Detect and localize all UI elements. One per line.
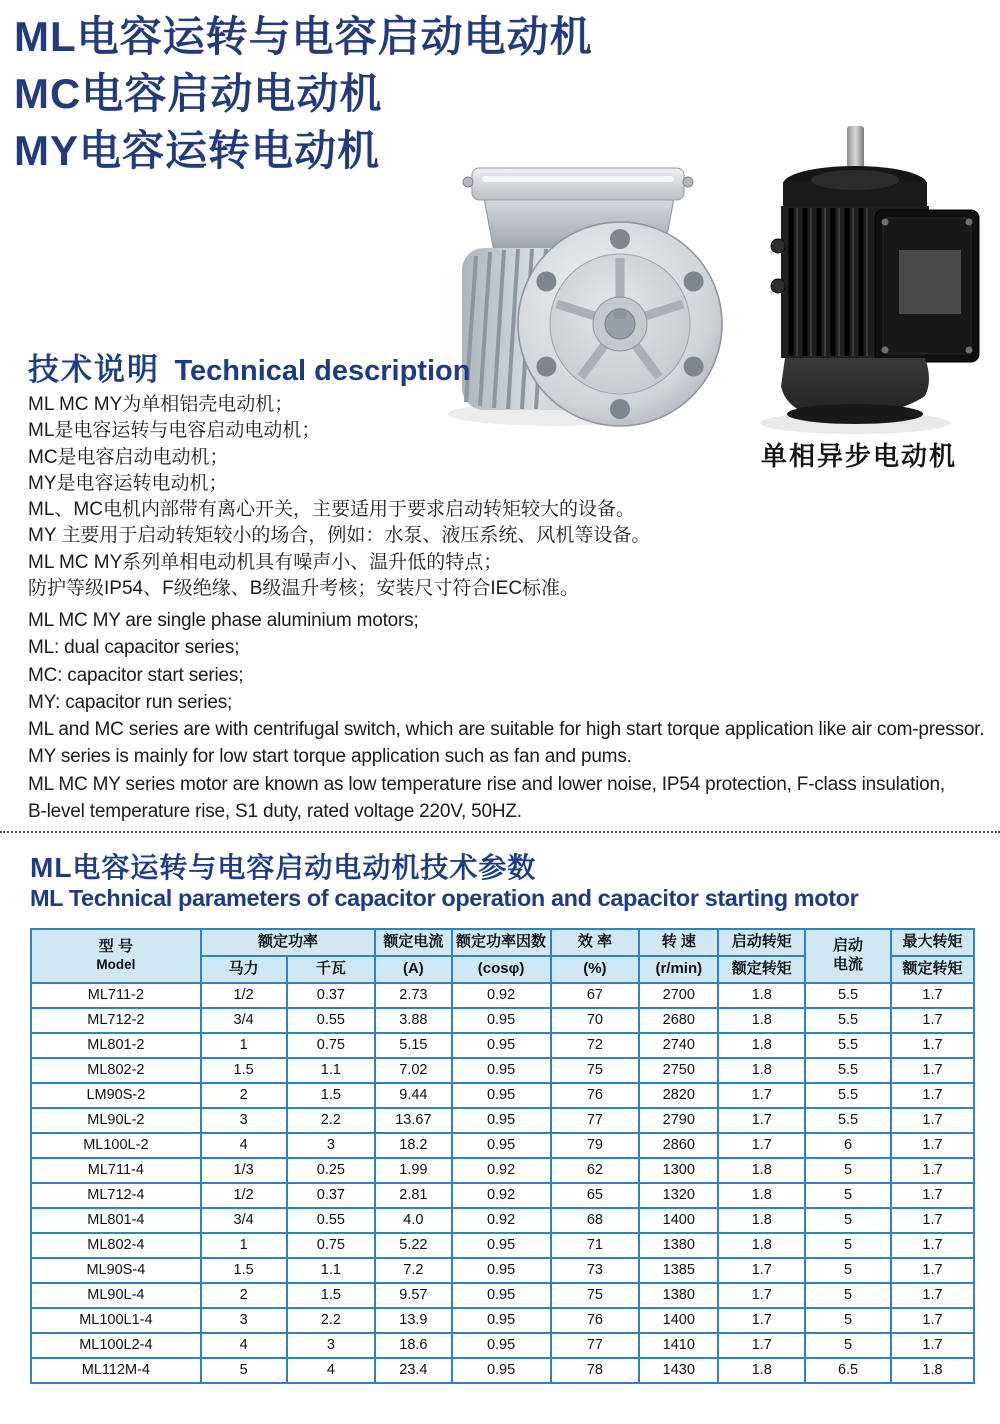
model-cell: ML801-4 bbox=[31, 1208, 201, 1233]
desc-en-line: ML MC MY are single phase aluminium motors; bbox=[28, 610, 419, 631]
header-hp: 马力 bbox=[201, 956, 287, 983]
value-cell: 3/4 bbox=[201, 1008, 287, 1033]
value-cell: 77 bbox=[551, 1108, 640, 1133]
spec-table-header bbox=[31, 929, 974, 983]
model-cell: ML801-2 bbox=[31, 1033, 201, 1058]
value-cell: 5 bbox=[805, 1308, 891, 1333]
page-title-line: ML电容运转与电容启动电动机 bbox=[14, 13, 593, 60]
header-start-torque-rated: 额定转矩 bbox=[718, 956, 805, 983]
black-motor-image bbox=[733, 118, 985, 438]
table-row bbox=[31, 1008, 974, 1033]
value-cell: 67 bbox=[551, 983, 640, 1008]
value-cell: 76 bbox=[551, 1308, 640, 1333]
aluminium-motor-image bbox=[438, 152, 733, 432]
table-row bbox=[31, 1058, 974, 1083]
params-heading-en: ML Technical parameters of capacitor operation and capacitor starting motor bbox=[30, 885, 859, 911]
value-cell: 0.37 bbox=[287, 983, 376, 1008]
desc-en-line: MY: capacitor run series; bbox=[28, 691, 233, 713]
tech-heading-zh: 技术说明 bbox=[28, 352, 160, 387]
value-cell: 5 bbox=[805, 1283, 891, 1308]
header-max-torque: 最大转矩 bbox=[891, 929, 974, 956]
value-cell: 0.95 bbox=[452, 1308, 551, 1333]
value-cell: 2.2 bbox=[287, 1108, 376, 1133]
value-cell: 62 bbox=[551, 1158, 640, 1183]
value-cell: 76 bbox=[551, 1083, 640, 1108]
value-cell: 4 bbox=[287, 1358, 376, 1383]
value-cell: 1.7 bbox=[891, 1133, 974, 1158]
model-cell: ML100L1-4 bbox=[31, 1308, 201, 1333]
value-cell: 1.8 bbox=[718, 1233, 805, 1258]
motor-caption: 单相异步电动机 bbox=[760, 441, 957, 471]
value-cell: 1.7 bbox=[718, 1308, 805, 1333]
header-current-unit: (A) bbox=[375, 956, 451, 983]
value-cell: 0.95 bbox=[452, 1108, 551, 1133]
value-cell: 1.8 bbox=[891, 1358, 974, 1383]
value-cell: 0.92 bbox=[452, 983, 551, 1008]
value-cell: 1.1 bbox=[287, 1258, 376, 1283]
value-cell: 0.55 bbox=[287, 1208, 376, 1233]
model-cell: ML90S-4 bbox=[31, 1258, 201, 1283]
value-cell: 3 bbox=[287, 1333, 376, 1358]
value-cell: 1430 bbox=[639, 1358, 718, 1383]
value-cell: 1.8 bbox=[718, 1033, 805, 1058]
dotted-divider bbox=[0, 831, 1000, 833]
table-row bbox=[31, 1258, 974, 1283]
value-cell: 79 bbox=[551, 1133, 640, 1158]
value-cell: 0.95 bbox=[452, 1133, 551, 1158]
value-cell: 1.1 bbox=[287, 1058, 376, 1083]
value-cell: 1.7 bbox=[891, 1233, 974, 1258]
value-cell: 0.92 bbox=[452, 1183, 551, 1208]
value-cell: 0.95 bbox=[452, 1283, 551, 1308]
table-row bbox=[31, 1133, 974, 1158]
value-cell: 1400 bbox=[639, 1308, 718, 1333]
value-cell: 1.8 bbox=[718, 1158, 805, 1183]
value-cell: 1.7 bbox=[891, 1158, 974, 1183]
value-cell: 72 bbox=[551, 1033, 640, 1058]
value-cell: 2860 bbox=[639, 1133, 718, 1158]
value-cell: 75 bbox=[551, 1058, 640, 1083]
value-cell: 1.7 bbox=[891, 1258, 974, 1283]
value-cell: 1.8 bbox=[718, 983, 805, 1008]
value-cell: 0.75 bbox=[287, 1233, 376, 1258]
model-cell: ML712-2 bbox=[31, 1008, 201, 1033]
header-model-zh: 型 号 bbox=[98, 937, 133, 955]
value-cell: 0.55 bbox=[287, 1008, 376, 1033]
value-cell: 1.8 bbox=[718, 1208, 805, 1233]
value-cell: 1.7 bbox=[891, 1283, 974, 1308]
value-cell: 75 bbox=[551, 1283, 640, 1308]
value-cell: 0.75 bbox=[287, 1033, 376, 1058]
table-row bbox=[31, 1283, 974, 1308]
value-cell: 1380 bbox=[639, 1233, 718, 1258]
table-row bbox=[31, 1208, 974, 1233]
page-title-line: MC电容启动电动机 bbox=[14, 70, 383, 117]
value-cell: 2 bbox=[201, 1283, 287, 1308]
value-cell: 1.7 bbox=[891, 1333, 974, 1358]
value-cell: 0.92 bbox=[452, 1158, 551, 1183]
value-cell: 1.7 bbox=[891, 1208, 974, 1233]
header-rated-power: 额定功率 bbox=[201, 929, 375, 956]
value-cell: 1.7 bbox=[718, 1283, 805, 1308]
value-cell: 0.92 bbox=[452, 1208, 551, 1233]
value-cell: 5 bbox=[805, 1158, 891, 1183]
value-cell: 68 bbox=[551, 1208, 640, 1233]
value-cell: 1320 bbox=[639, 1183, 718, 1208]
value-cell: 5.5 bbox=[805, 1033, 891, 1058]
desc-en-line: MY series is mainly for low start torque application such as fan and pums. bbox=[28, 746, 632, 768]
value-cell: 1.7 bbox=[718, 1258, 805, 1283]
model-cell: LM90S-2 bbox=[31, 1083, 201, 1108]
value-cell: 1.8 bbox=[718, 1058, 805, 1083]
value-cell: 2.2 bbox=[287, 1308, 376, 1333]
value-cell: 1.5 bbox=[201, 1258, 287, 1283]
model-cell: ML712-4 bbox=[31, 1183, 201, 1208]
terminal-box bbox=[875, 210, 979, 362]
value-cell: 7.2 bbox=[375, 1258, 451, 1283]
table-row bbox=[31, 1083, 974, 1108]
value-cell: 5 bbox=[805, 1233, 891, 1258]
value-cell: 5 bbox=[805, 1183, 891, 1208]
value-cell: 0.95 bbox=[452, 1058, 551, 1083]
value-cell: 1385 bbox=[639, 1258, 718, 1283]
table-row bbox=[31, 1183, 974, 1208]
header-speed-unit: (r/min) bbox=[639, 956, 718, 983]
value-cell: 4 bbox=[201, 1333, 287, 1358]
value-cell: 0.95 bbox=[452, 1258, 551, 1283]
value-cell: 1.7 bbox=[891, 1308, 974, 1333]
value-cell: 1/3 bbox=[201, 1158, 287, 1183]
value-cell: 2820 bbox=[639, 1083, 718, 1108]
model-cell: ML802-2 bbox=[31, 1058, 201, 1083]
header-start-current-line2: 电流 bbox=[833, 955, 864, 973]
table-row bbox=[31, 1108, 974, 1133]
table-row bbox=[31, 1158, 974, 1183]
value-cell: 5 bbox=[805, 1208, 891, 1233]
value-cell: 5.5 bbox=[805, 1058, 891, 1083]
table-row bbox=[31, 1308, 974, 1333]
value-cell: 1.8 bbox=[718, 1358, 805, 1383]
value-cell: 5.5 bbox=[805, 1108, 891, 1133]
value-cell: 1400 bbox=[639, 1208, 718, 1233]
table-row bbox=[31, 1033, 974, 1058]
header-model bbox=[31, 929, 201, 983]
value-cell: 1.7 bbox=[891, 1033, 974, 1058]
bottom-bell bbox=[781, 358, 929, 424]
table-row bbox=[31, 983, 974, 1008]
model-cell: ML112M-4 bbox=[31, 1358, 201, 1383]
desc-en-line: ML MC MY series motor are known as low temperature rise and lower noise, IP54 protection, F-class insulation, bbox=[28, 773, 945, 795]
value-cell: 3/4 bbox=[201, 1208, 287, 1233]
value-cell: 1380 bbox=[639, 1283, 718, 1308]
value-cell: 4 bbox=[201, 1133, 287, 1158]
desc-zh-line: ML、MC电机内部带有离心开关，主要适用于要求启动转矩较大的设备。 bbox=[28, 499, 635, 521]
value-cell: 3.88 bbox=[375, 1008, 451, 1033]
value-cell: 6 bbox=[805, 1133, 891, 1158]
table-row bbox=[31, 1358, 974, 1383]
value-cell: 7.02 bbox=[375, 1058, 451, 1083]
value-cell: 1.7 bbox=[718, 1083, 805, 1108]
desc-zh bbox=[28, 392, 650, 602]
value-cell: 78 bbox=[551, 1358, 640, 1383]
value-cell: 1.7 bbox=[891, 1183, 974, 1208]
value-cell: 23.4 bbox=[375, 1358, 451, 1383]
value-cell: 70 bbox=[551, 1008, 640, 1033]
model-cell: ML100L2-4 bbox=[31, 1333, 201, 1358]
value-cell: 2700 bbox=[639, 983, 718, 1008]
value-cell: 71 bbox=[551, 1233, 640, 1258]
value-cell: 1.7 bbox=[718, 1133, 805, 1158]
model-cell: ML90L-2 bbox=[31, 1108, 201, 1133]
nameplate bbox=[899, 250, 961, 314]
header-start-current-line1: 启动 bbox=[833, 937, 864, 954]
desc-zh-line: ML是电容运转与电容启动电动机； bbox=[28, 420, 321, 442]
value-cell: 2680 bbox=[639, 1008, 718, 1033]
header-rated-current: 额定电流 bbox=[375, 929, 451, 956]
model-cell: ML711-2 bbox=[31, 983, 201, 1008]
value-cell: 5.5 bbox=[805, 1008, 891, 1033]
value-cell: 2750 bbox=[639, 1058, 718, 1083]
value-cell: 0.95 bbox=[452, 1358, 551, 1383]
params-heading-zh: ML电容运转与电容启动电动机技术参数 bbox=[30, 852, 537, 883]
spec-table-body bbox=[31, 983, 974, 1383]
table-row bbox=[31, 1233, 974, 1258]
desc-en bbox=[28, 607, 984, 825]
value-cell: 5.15 bbox=[375, 1033, 451, 1058]
spec-table bbox=[30, 928, 975, 1384]
value-cell: 1.8 bbox=[718, 1183, 805, 1208]
value-cell: 3 bbox=[201, 1108, 287, 1133]
tech-heading-en: Technical description bbox=[174, 355, 471, 387]
value-cell: 1/2 bbox=[201, 983, 287, 1008]
value-cell: 1/2 bbox=[201, 1183, 287, 1208]
value-cell: 1.7 bbox=[891, 983, 974, 1008]
desc-en-line: MC: capacitor start series; bbox=[28, 664, 244, 686]
value-cell: 73 bbox=[551, 1258, 640, 1283]
header-pf-unit: (cosφ) bbox=[452, 956, 551, 983]
value-cell: 2.73 bbox=[375, 983, 451, 1008]
value-cell: 1.7 bbox=[891, 1083, 974, 1108]
value-cell: 5 bbox=[805, 1333, 891, 1358]
header-model-en: Model bbox=[96, 956, 136, 972]
model-cell: ML90L-4 bbox=[31, 1283, 201, 1308]
header-efficiency: 效 率 bbox=[551, 929, 640, 956]
value-cell: 3 bbox=[201, 1308, 287, 1333]
value-cell: 1.5 bbox=[287, 1283, 376, 1308]
value-cell: 1.7 bbox=[718, 1108, 805, 1133]
value-cell: 3 bbox=[287, 1133, 376, 1158]
value-cell: 2 bbox=[201, 1083, 287, 1108]
value-cell: 0.95 bbox=[452, 1333, 551, 1358]
value-cell: 1.5 bbox=[201, 1058, 287, 1083]
value-cell: 4.0 bbox=[375, 1208, 451, 1233]
model-cell: ML100L-2 bbox=[31, 1133, 201, 1158]
value-cell: 9.44 bbox=[375, 1083, 451, 1108]
value-cell: 5.5 bbox=[805, 983, 891, 1008]
value-cell: 5 bbox=[201, 1358, 287, 1383]
model-cell: ML802-4 bbox=[31, 1233, 201, 1258]
value-cell: 1.7 bbox=[891, 1058, 974, 1083]
value-cell: 0.37 bbox=[287, 1183, 376, 1208]
desc-en-line: B-level temperature rise, S1 duty, rated voltage 220V, 50HZ. bbox=[28, 801, 522, 823]
value-cell: 0.95 bbox=[452, 1083, 551, 1108]
desc-zh-line: ML MC MY系列单相电动机具有噪声小、温升低的特点； bbox=[28, 551, 503, 573]
value-cell: 5.5 bbox=[805, 1083, 891, 1108]
value-cell: 1.7 bbox=[891, 1008, 974, 1033]
value-cell: 0.95 bbox=[452, 1008, 551, 1033]
value-cell: 1 bbox=[201, 1033, 287, 1058]
value-cell: 9.57 bbox=[375, 1283, 451, 1308]
value-cell: 18.2 bbox=[375, 1133, 451, 1158]
value-cell: 1.7 bbox=[891, 1108, 974, 1133]
header-start-current bbox=[805, 929, 891, 983]
header-start-torque: 启动转矩 bbox=[718, 929, 805, 956]
header-speed: 转 速 bbox=[639, 929, 718, 956]
header-max-torque-rated: 额定转矩 bbox=[891, 956, 974, 983]
header-power-factor: 额定功率因数 bbox=[452, 929, 551, 956]
value-cell: 2790 bbox=[639, 1108, 718, 1133]
value-cell: 65 bbox=[551, 1183, 640, 1208]
value-cell: 2.81 bbox=[375, 1183, 451, 1208]
value-cell: 1.8 bbox=[718, 1008, 805, 1033]
value-cell: 1 bbox=[201, 1233, 287, 1258]
header-eff-unit: (%) bbox=[551, 956, 640, 983]
value-cell: 0.95 bbox=[452, 1233, 551, 1258]
desc-en-line: ML and MC series are with centrifugal switch, which are suitable for high start torque application like air com-pressor. bbox=[28, 719, 985, 741]
value-cell: 6.5 bbox=[805, 1358, 891, 1383]
desc-en-line: ML: dual capacitor series; bbox=[28, 637, 240, 659]
value-cell: 13.9 bbox=[375, 1308, 451, 1333]
desc-zh-line: ML MC MY为单相铝壳电动机； bbox=[28, 394, 294, 415]
value-cell: 5.22 bbox=[375, 1233, 451, 1258]
value-cell: 18.6 bbox=[375, 1333, 451, 1358]
model-cell: ML711-4 bbox=[31, 1158, 201, 1183]
value-cell: 0.25 bbox=[287, 1158, 376, 1183]
value-cell: 77 bbox=[551, 1333, 640, 1358]
desc-zh-line: MC是电容启动电动机； bbox=[28, 446, 229, 468]
value-cell: 1300 bbox=[639, 1158, 718, 1183]
value-cell: 1410 bbox=[639, 1333, 718, 1358]
value-cell: 1.7 bbox=[718, 1333, 805, 1358]
tech-description-heading bbox=[28, 344, 470, 389]
value-cell: 1.99 bbox=[375, 1158, 451, 1183]
desc-zh-line: 防护等级IP54、F级绝缘、B级温升考核；安装尺寸符合IEC标准。 bbox=[28, 578, 580, 600]
top-cap bbox=[783, 166, 927, 208]
value-cell: 5 bbox=[805, 1258, 891, 1283]
desc-zh-line: MY是电容运转电动机； bbox=[28, 472, 228, 494]
value-cell: 1.5 bbox=[287, 1083, 376, 1108]
table-row bbox=[31, 1333, 974, 1358]
page-title-line: MY电容运转电动机 bbox=[14, 127, 381, 174]
header-kw: 千瓦 bbox=[287, 956, 376, 983]
value-cell: 0.95 bbox=[452, 1033, 551, 1058]
value-cell: 13.67 bbox=[375, 1108, 451, 1133]
value-cell: 2740 bbox=[639, 1033, 718, 1058]
desc-zh-line: MY 主要用于启动转矩较小的场合，例如：水泵、液压系统、风机等设备。 bbox=[28, 525, 651, 547]
